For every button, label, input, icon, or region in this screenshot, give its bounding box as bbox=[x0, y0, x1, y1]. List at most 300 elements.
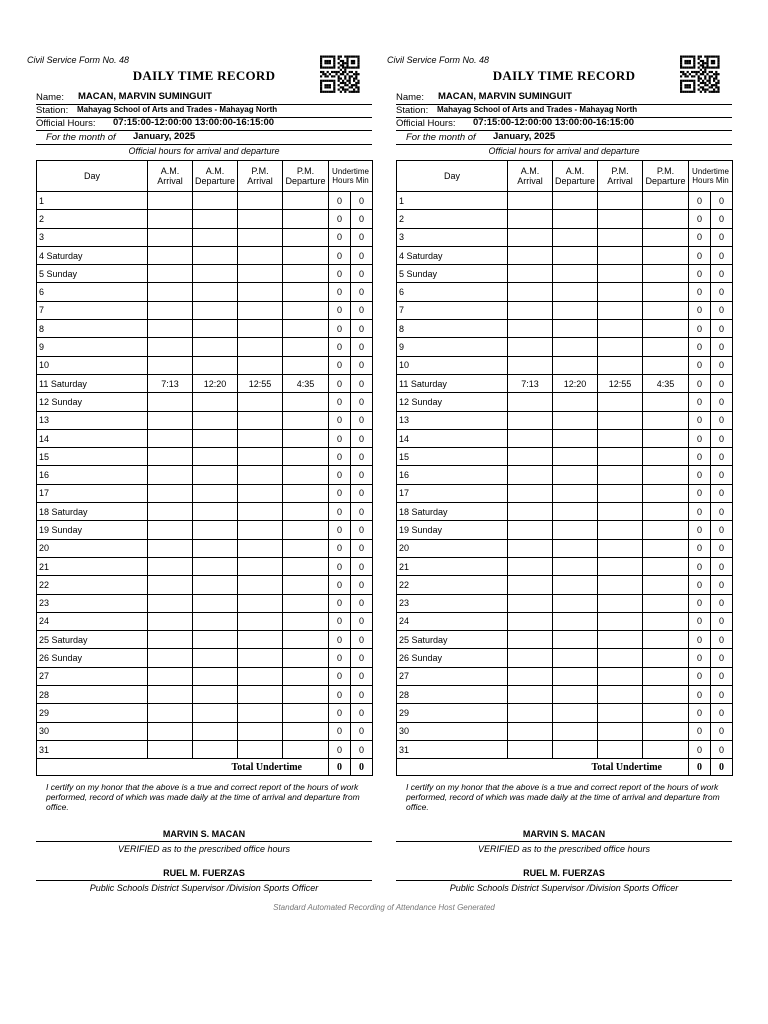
day-cell: 27 bbox=[37, 667, 148, 685]
day-cell: 8 bbox=[397, 320, 508, 338]
total-minutes-cell: 0 bbox=[711, 759, 733, 776]
official-hours-label: Official Hours: bbox=[396, 118, 456, 129]
pm-departure-cell bbox=[283, 557, 329, 575]
day-cell: 21 bbox=[37, 557, 148, 575]
table-row bbox=[37, 448, 373, 466]
day-cell: 31 bbox=[37, 740, 148, 758]
undertime-minutes-cell: 0 bbox=[351, 631, 373, 649]
month-label: For the month of bbox=[46, 132, 116, 143]
pm-arrival-cell bbox=[238, 503, 283, 521]
day-cell: 15 bbox=[397, 448, 508, 466]
pm-departure-cell bbox=[643, 356, 689, 374]
station-value: Mahayag School of Arts and Trades - Mahayag North bbox=[437, 105, 638, 114]
table-row bbox=[37, 192, 373, 210]
undertime-minutes-cell: 0 bbox=[711, 539, 733, 557]
am-arrival-cell bbox=[148, 246, 193, 264]
table-row bbox=[37, 557, 373, 575]
undertime-hours-cell: 0 bbox=[689, 612, 711, 630]
am-departure-cell bbox=[553, 448, 598, 466]
table-row bbox=[37, 612, 373, 630]
undertime-minutes-cell: 0 bbox=[711, 374, 733, 392]
pm-arrival-cell bbox=[598, 393, 643, 411]
pm-arrival-cell bbox=[598, 557, 643, 575]
table-row bbox=[397, 265, 733, 283]
month-value: January, 2025 bbox=[133, 131, 196, 142]
am-arrival-cell bbox=[508, 301, 553, 319]
day-cell: 3 bbox=[397, 228, 508, 246]
am-arrival-cell bbox=[148, 722, 193, 740]
day-cell: 4 Saturday bbox=[37, 246, 148, 264]
am-arrival-cell bbox=[508, 557, 553, 575]
am-departure-cell bbox=[193, 429, 238, 447]
day-cell: 20 bbox=[37, 539, 148, 557]
pm-arrival-cell bbox=[238, 704, 283, 722]
am-departure-cell bbox=[193, 686, 238, 704]
table-row bbox=[37, 503, 373, 521]
form-title: DAILY TIME RECORD bbox=[492, 68, 636, 83]
undertime-hours-cell: 0 bbox=[329, 448, 351, 466]
am-arrival-cell bbox=[148, 429, 193, 447]
pm-arrival-cell bbox=[238, 594, 283, 612]
undertime-minutes-cell: 0 bbox=[711, 649, 733, 667]
table-row bbox=[397, 557, 733, 575]
am-departure-cell bbox=[553, 594, 598, 612]
dtr-table bbox=[36, 160, 373, 776]
pm-arrival-cell bbox=[238, 283, 283, 301]
am-arrival-cell bbox=[148, 320, 193, 338]
am-departure-cell bbox=[193, 448, 238, 466]
table-row bbox=[397, 686, 733, 704]
day-cell: 23 bbox=[37, 594, 148, 612]
pm-arrival-header: P.M. Arrival bbox=[238, 161, 283, 192]
undertime-hours-cell: 0 bbox=[329, 521, 351, 539]
day-cell: 28 bbox=[37, 686, 148, 704]
pm-arrival-cell bbox=[238, 246, 283, 264]
am-departure-cell bbox=[553, 466, 598, 484]
am-arrival-cell bbox=[508, 649, 553, 667]
pm-departure-cell bbox=[643, 192, 689, 210]
am-arrival-cell bbox=[508, 283, 553, 301]
table-row bbox=[37, 265, 373, 283]
table-row bbox=[397, 539, 733, 557]
am-arrival-cell bbox=[148, 228, 193, 246]
undertime-minutes-cell: 0 bbox=[351, 594, 373, 612]
undertime-minutes-cell: 0 bbox=[711, 594, 733, 612]
am-arrival-cell bbox=[508, 631, 553, 649]
undertime-hours-cell: 0 bbox=[329, 704, 351, 722]
am-arrival-cell bbox=[148, 576, 193, 594]
am-departure-cell bbox=[553, 576, 598, 594]
undertime-minutes-cell: 0 bbox=[351, 557, 373, 575]
table-row bbox=[397, 667, 733, 685]
undertime-minutes-cell: 0 bbox=[351, 429, 373, 447]
undertime-hours-cell: 0 bbox=[689, 393, 711, 411]
pm-arrival-cell bbox=[598, 722, 643, 740]
am-departure-cell bbox=[193, 265, 238, 283]
day-cell: 16 bbox=[397, 466, 508, 484]
day-cell: 2 bbox=[37, 210, 148, 228]
table-row bbox=[397, 649, 733, 667]
pm-departure-cell: 4:35 bbox=[643, 374, 689, 392]
undertime-minutes-cell: 0 bbox=[711, 301, 733, 319]
pm-departure-cell bbox=[283, 667, 329, 685]
pm-arrival-cell bbox=[238, 448, 283, 466]
am-departure-cell bbox=[193, 649, 238, 667]
pm-departure-cell bbox=[643, 429, 689, 447]
am-arrival-cell bbox=[148, 283, 193, 301]
pm-arrival-cell bbox=[238, 228, 283, 246]
undertime-minutes-cell: 0 bbox=[351, 228, 373, 246]
undertime-minutes-cell: 0 bbox=[351, 265, 373, 283]
table-row bbox=[37, 228, 373, 246]
undertime-minutes-cell: 0 bbox=[711, 631, 733, 649]
undertime-hours-cell: 0 bbox=[689, 594, 711, 612]
table-row bbox=[37, 283, 373, 301]
pm-arrival-cell bbox=[598, 283, 643, 301]
undertime-minutes-cell: 0 bbox=[351, 301, 373, 319]
day-cell: 1 bbox=[37, 192, 148, 210]
station-row bbox=[36, 104, 372, 118]
table-row bbox=[37, 411, 373, 429]
table-row bbox=[397, 594, 733, 612]
pm-departure-cell bbox=[643, 301, 689, 319]
am-departure-cell bbox=[553, 484, 598, 502]
pm-arrival-cell bbox=[238, 192, 283, 210]
official-hours-note: Official hours for arrival and departure bbox=[488, 146, 640, 156]
am-departure-cell bbox=[553, 210, 598, 228]
pm-departure-cell bbox=[283, 612, 329, 630]
table-row bbox=[37, 594, 373, 612]
day-cell: 29 bbox=[397, 704, 508, 722]
am-arrival-header: A.M. Arrival bbox=[508, 161, 553, 192]
am-arrival-cell bbox=[508, 576, 553, 594]
undertime-minutes-cell: 0 bbox=[711, 667, 733, 685]
undertime-hours-cell: 0 bbox=[329, 557, 351, 575]
undertime-minutes-cell: 0 bbox=[351, 448, 373, 466]
verified-text: VERIFIED as to the prescribed office hours bbox=[477, 844, 651, 854]
am-departure-cell bbox=[193, 466, 238, 484]
undertime-hours-cell: 0 bbox=[689, 557, 711, 575]
undertime-minutes-cell: 0 bbox=[351, 393, 373, 411]
pm-departure-cell bbox=[283, 448, 329, 466]
day-cell: 2 bbox=[397, 210, 508, 228]
undertime-minutes-cell: 0 bbox=[711, 246, 733, 264]
am-departure-cell bbox=[193, 356, 238, 374]
day-cell: 14 bbox=[37, 429, 148, 447]
day-cell: 11 Saturday bbox=[397, 374, 508, 392]
pm-arrival-cell bbox=[238, 576, 283, 594]
am-departure-cell bbox=[193, 411, 238, 429]
employee-name: MACAN, MARVIN SUMINGUIT bbox=[438, 91, 572, 102]
pm-departure-cell bbox=[643, 557, 689, 575]
day-cell: 15 bbox=[37, 448, 148, 466]
am-arrival-cell bbox=[508, 612, 553, 630]
pm-arrival-cell bbox=[598, 521, 643, 539]
pm-arrival-cell bbox=[598, 649, 643, 667]
day-cell: 31 bbox=[397, 740, 508, 758]
am-arrival-cell bbox=[148, 503, 193, 521]
table-row bbox=[397, 448, 733, 466]
pm-arrival-cell bbox=[598, 301, 643, 319]
am-arrival-cell bbox=[508, 246, 553, 264]
undertime-hours-cell: 0 bbox=[689, 374, 711, 392]
undertime-hours-cell: 0 bbox=[689, 283, 711, 301]
day-cell: 22 bbox=[37, 576, 148, 594]
table-row bbox=[397, 210, 733, 228]
undertime-hours-cell: 0 bbox=[689, 503, 711, 521]
day-cell: 17 bbox=[37, 484, 148, 502]
table-row bbox=[37, 246, 373, 264]
am-departure-cell bbox=[553, 740, 598, 758]
pm-arrival-cell bbox=[598, 704, 643, 722]
am-departure-cell bbox=[553, 521, 598, 539]
undertime-header: Undertime Hours Min bbox=[329, 161, 373, 192]
supervisor-title: Public Schools District Supervisor /Division Sports Officer bbox=[449, 883, 679, 893]
undertime-minutes-cell: 0 bbox=[351, 667, 373, 685]
undertime-minutes-cell: 0 bbox=[711, 429, 733, 447]
name-label: Name: bbox=[396, 92, 424, 103]
day-header: Day bbox=[37, 161, 148, 192]
pm-departure-cell bbox=[643, 704, 689, 722]
am-arrival-cell bbox=[148, 210, 193, 228]
day-header: Day bbox=[397, 161, 508, 192]
undertime-hours-cell: 0 bbox=[329, 594, 351, 612]
undertime-hours-cell: 0 bbox=[329, 210, 351, 228]
am-departure-cell bbox=[553, 356, 598, 374]
qr-code-icon bbox=[679, 55, 721, 91]
am-arrival-cell bbox=[148, 521, 193, 539]
day-cell: 13 bbox=[37, 411, 148, 429]
table-row bbox=[37, 740, 373, 758]
am-departure-cell bbox=[193, 192, 238, 210]
day-cell: 30 bbox=[37, 722, 148, 740]
day-cell: 21 bbox=[397, 557, 508, 575]
undertime-minutes-cell: 0 bbox=[351, 740, 373, 758]
undertime-hours-cell: 0 bbox=[689, 521, 711, 539]
pm-arrival-cell bbox=[598, 612, 643, 630]
day-cell: 22 bbox=[397, 576, 508, 594]
pm-arrival-cell bbox=[238, 539, 283, 557]
pm-departure-cell bbox=[283, 466, 329, 484]
am-arrival-cell bbox=[148, 265, 193, 283]
supervisor-title: Public Schools District Supervisor /Division Sports Officer bbox=[89, 883, 319, 893]
pm-departure-cell bbox=[643, 411, 689, 429]
undertime-hours-cell: 0 bbox=[689, 576, 711, 594]
pm-departure-cell bbox=[643, 484, 689, 502]
am-arrival-cell bbox=[508, 484, 553, 502]
undertime-hours-cell: 0 bbox=[689, 649, 711, 667]
am-arrival-cell bbox=[508, 594, 553, 612]
pm-departure-cell bbox=[643, 631, 689, 649]
day-cell: 7 bbox=[37, 301, 148, 319]
month-row bbox=[36, 131, 372, 145]
undertime-hours-cell: 0 bbox=[329, 466, 351, 484]
am-arrival-cell bbox=[508, 320, 553, 338]
undertime-minutes-cell: 0 bbox=[351, 283, 373, 301]
undertime-hours-cell: 0 bbox=[329, 649, 351, 667]
undertime-hours-cell: 0 bbox=[329, 631, 351, 649]
official-hours-row bbox=[396, 117, 732, 131]
am-arrival-cell bbox=[148, 740, 193, 758]
pm-departure-cell bbox=[643, 466, 689, 484]
pm-arrival-cell bbox=[238, 301, 283, 319]
pm-departure-cell bbox=[283, 539, 329, 557]
undertime-minutes-cell: 0 bbox=[711, 411, 733, 429]
pm-departure-cell bbox=[283, 429, 329, 447]
am-arrival-cell bbox=[148, 612, 193, 630]
am-arrival-cell bbox=[508, 393, 553, 411]
undertime-minutes-cell: 0 bbox=[711, 612, 733, 630]
table-row bbox=[397, 722, 733, 740]
am-departure-cell bbox=[553, 704, 598, 722]
employee-signature-name: MARVIN S. MACAN bbox=[396, 829, 732, 842]
pm-departure-header: P.M. Departure bbox=[283, 161, 329, 192]
day-cell: 19 Sunday bbox=[37, 521, 148, 539]
undertime-minutes-cell: 0 bbox=[711, 210, 733, 228]
pm-arrival-header: P.M. Arrival bbox=[598, 161, 643, 192]
pm-arrival-cell bbox=[598, 466, 643, 484]
day-cell: 17 bbox=[397, 484, 508, 502]
am-arrival-cell bbox=[508, 448, 553, 466]
am-arrival-cell bbox=[148, 192, 193, 210]
undertime-minutes-cell: 0 bbox=[711, 228, 733, 246]
pm-departure-cell bbox=[283, 521, 329, 539]
am-arrival-cell bbox=[148, 539, 193, 557]
undertime-hours-cell: 0 bbox=[329, 429, 351, 447]
pm-departure-cell bbox=[643, 228, 689, 246]
undertime-minutes-cell: 0 bbox=[351, 466, 373, 484]
table-row bbox=[37, 631, 373, 649]
pm-arrival-cell bbox=[598, 228, 643, 246]
pm-departure-cell bbox=[643, 448, 689, 466]
undertime-hours-cell: 0 bbox=[329, 686, 351, 704]
am-departure-cell bbox=[193, 338, 238, 356]
am-departure-cell bbox=[193, 210, 238, 228]
pm-departure-cell bbox=[283, 722, 329, 740]
table-row bbox=[37, 521, 373, 539]
undertime-hours-cell: 0 bbox=[689, 411, 711, 429]
certification-text: I certify on my honor that the above is a true and correct report of the hours of work performed, record of which was made daily at the time of arrival and departure from office. bbox=[406, 782, 720, 812]
pm-departure-cell bbox=[643, 503, 689, 521]
pm-departure-cell bbox=[643, 210, 689, 228]
pm-departure-cell bbox=[643, 649, 689, 667]
pm-departure-cell bbox=[643, 283, 689, 301]
total-row bbox=[37, 759, 373, 776]
pm-arrival-cell bbox=[598, 356, 643, 374]
undertime-hours-cell: 0 bbox=[329, 484, 351, 502]
pm-departure-cell bbox=[643, 320, 689, 338]
undertime-hours-cell: 0 bbox=[329, 265, 351, 283]
am-departure-cell bbox=[553, 246, 598, 264]
pm-arrival-cell bbox=[238, 356, 283, 374]
day-cell: 6 bbox=[37, 283, 148, 301]
day-cell: 16 bbox=[37, 466, 148, 484]
table-row bbox=[397, 393, 733, 411]
undertime-minutes-cell: 0 bbox=[711, 484, 733, 502]
undertime-hours-cell: 0 bbox=[329, 283, 351, 301]
pm-departure-cell bbox=[283, 576, 329, 594]
table-row bbox=[37, 374, 373, 392]
official-hours-row bbox=[36, 117, 372, 131]
undertime-hours-cell: 0 bbox=[689, 539, 711, 557]
station-value: Mahayag School of Arts and Trades - Mahayag North bbox=[77, 105, 278, 114]
pm-arrival-cell: 12:55 bbox=[238, 374, 283, 392]
undertime-minutes-cell: 0 bbox=[351, 320, 373, 338]
table-row bbox=[397, 283, 733, 301]
undertime-header: Undertime Hours Min bbox=[689, 161, 733, 192]
am-departure-cell bbox=[553, 631, 598, 649]
undertime-hours-cell: 0 bbox=[329, 228, 351, 246]
form-number: Civil Service Form No. 48 bbox=[27, 55, 130, 65]
day-cell: 18 Saturday bbox=[37, 503, 148, 521]
am-departure-cell bbox=[193, 320, 238, 338]
am-arrival-cell bbox=[148, 667, 193, 685]
am-departure-cell bbox=[553, 228, 598, 246]
table-row bbox=[397, 631, 733, 649]
pm-departure-cell bbox=[283, 686, 329, 704]
undertime-minutes-cell: 0 bbox=[711, 338, 733, 356]
table-row bbox=[397, 429, 733, 447]
form-title: DAILY TIME RECORD bbox=[132, 68, 276, 83]
total-hours-cell: 0 bbox=[689, 759, 711, 776]
pm-arrival-cell bbox=[598, 631, 643, 649]
undertime-hours-cell: 0 bbox=[329, 301, 351, 319]
day-cell: 5 Sunday bbox=[397, 265, 508, 283]
day-cell: 28 bbox=[397, 686, 508, 704]
pm-arrival-cell bbox=[598, 686, 643, 704]
undertime-minutes-cell: 0 bbox=[711, 704, 733, 722]
undertime-hours-cell: 0 bbox=[689, 338, 711, 356]
pm-departure-cell bbox=[283, 338, 329, 356]
am-departure-cell bbox=[193, 393, 238, 411]
month-row bbox=[396, 131, 732, 145]
am-departure-cell bbox=[553, 503, 598, 521]
am-departure-cell bbox=[553, 301, 598, 319]
am-departure-cell bbox=[193, 228, 238, 246]
pm-departure-cell: 4:35 bbox=[283, 374, 329, 392]
name-row bbox=[396, 91, 732, 105]
am-departure-cell bbox=[193, 283, 238, 301]
am-departure-cell: 12:20 bbox=[193, 374, 238, 392]
pm-arrival-cell bbox=[598, 265, 643, 283]
undertime-minutes-cell: 0 bbox=[351, 521, 373, 539]
am-arrival-cell bbox=[148, 594, 193, 612]
day-cell: 23 bbox=[397, 594, 508, 612]
supervisor-name: RUEL M. FUERZAS bbox=[396, 868, 732, 881]
employee-name: MACAN, MARVIN SUMINGUIT bbox=[78, 91, 212, 102]
am-departure-cell bbox=[193, 576, 238, 594]
table-row bbox=[397, 521, 733, 539]
pm-departure-cell bbox=[643, 612, 689, 630]
day-cell: 13 bbox=[397, 411, 508, 429]
am-departure-cell: 12:20 bbox=[553, 374, 598, 392]
table-row bbox=[37, 320, 373, 338]
pm-arrival-cell bbox=[598, 192, 643, 210]
pm-arrival-cell bbox=[238, 722, 283, 740]
undertime-minutes-cell: 0 bbox=[351, 576, 373, 594]
am-arrival-cell bbox=[508, 192, 553, 210]
table-row bbox=[397, 320, 733, 338]
table-row bbox=[37, 338, 373, 356]
pm-arrival-cell bbox=[238, 265, 283, 283]
pm-arrival-cell bbox=[238, 686, 283, 704]
am-arrival-cell bbox=[508, 539, 553, 557]
undertime-minutes-cell: 0 bbox=[711, 740, 733, 758]
am-arrival-cell bbox=[508, 704, 553, 722]
undertime-minutes-cell: 0 bbox=[711, 283, 733, 301]
pm-departure-cell bbox=[283, 740, 329, 758]
pm-arrival-cell bbox=[238, 429, 283, 447]
